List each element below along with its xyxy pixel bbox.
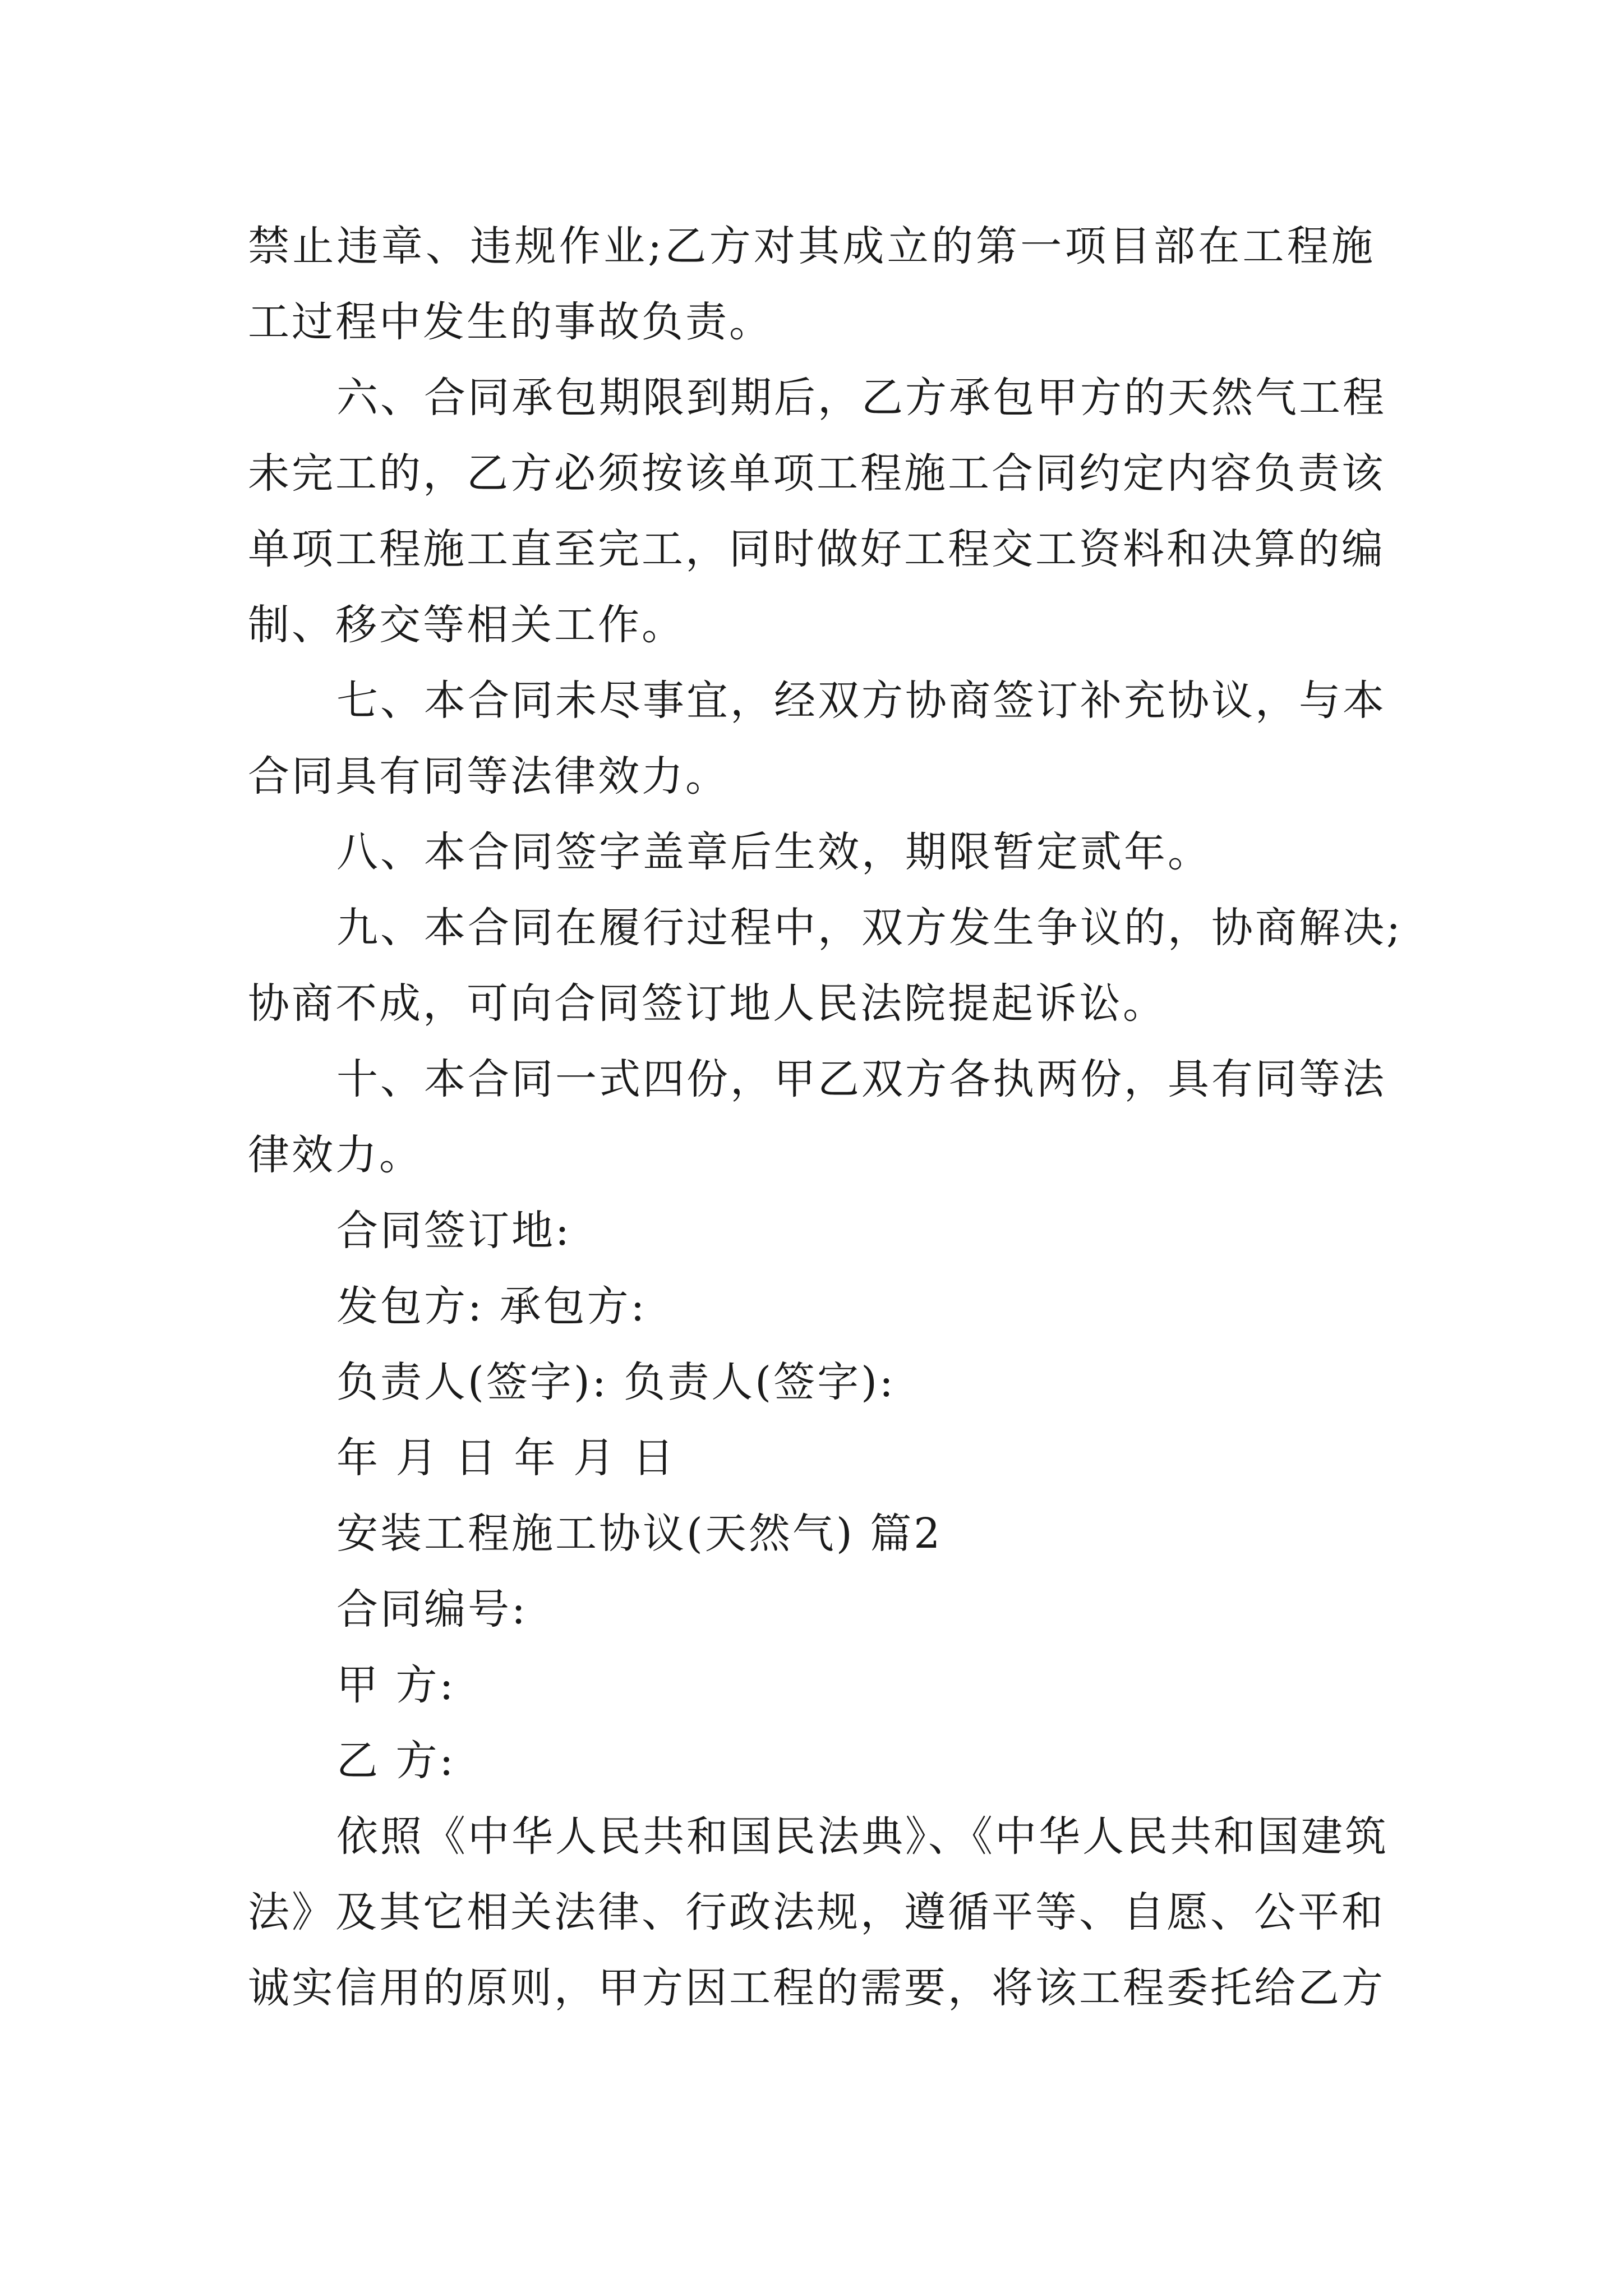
section-title: 安装工程施工协议(天然气) 篇2: [336, 1510, 943, 1558]
text-line: 协商不成，可向合同签订地人民法院提起诉讼。: [248, 979, 1166, 1028]
text-line: 未完工的，乙方必须按该单项工程施工合同约定内容负责该: [248, 449, 1385, 498]
text-line: 依照《中华人民共和国民法典》、《中华人民共和国建筑: [336, 1812, 1389, 1861]
signing-place-label: 合同签订地:: [336, 1207, 571, 1255]
text-line: 十、本合同一式四份，甲乙双方各执两份，具有同等法: [336, 1055, 1386, 1103]
text-line: 诚实信用的原则，甲方因工程的需要，将该工程委托给乙方: [248, 1964, 1385, 2012]
parties-label: 发包方: 承包方:: [336, 1282, 647, 1331]
text-line: 九、本合同在履行过程中，双方发生争议的，协商解决;: [336, 904, 1403, 952]
contract-number-label: 合同编号:: [336, 1585, 528, 1634]
responsible-signature-label: 负责人(签字): 负责人(签字):: [336, 1358, 896, 1406]
party-b-label: 乙 方:: [336, 1737, 456, 1785]
text-line: 制、移交等相关工作。: [248, 601, 685, 649]
text-line: 合同具有同等法律效力。: [248, 752, 729, 800]
text-line: 律效力。: [248, 1131, 423, 1179]
text-line: 单项工程施工直至完工，同时做好工程交工资料和决算的编: [248, 525, 1385, 573]
document-page: [248, 209, 1403, 2026]
text-line: 禁止违章、违规作业;乙方对其成立的第一项目部在工程施: [248, 222, 1375, 270]
text-line: 六、合同承包期限到期后，乙方承包甲方的天然气工程: [336, 374, 1386, 422]
party-a-label: 甲 方:: [336, 1661, 456, 1709]
text-line: 八、本合同签字盖章后生效，期限暂定贰年。: [336, 828, 1211, 876]
text-line: 工过程中发生的事故负责。: [248, 298, 773, 346]
date-label: 年 月 日 年 月 日: [336, 1434, 676, 1482]
text-line: 七、本合同未尽事宜，经双方协商签订补充协议，与本: [336, 677, 1386, 725]
text-line: 法》及其它相关法律、行政法规，遵循平等、自愿、公平和: [248, 1888, 1385, 1936]
